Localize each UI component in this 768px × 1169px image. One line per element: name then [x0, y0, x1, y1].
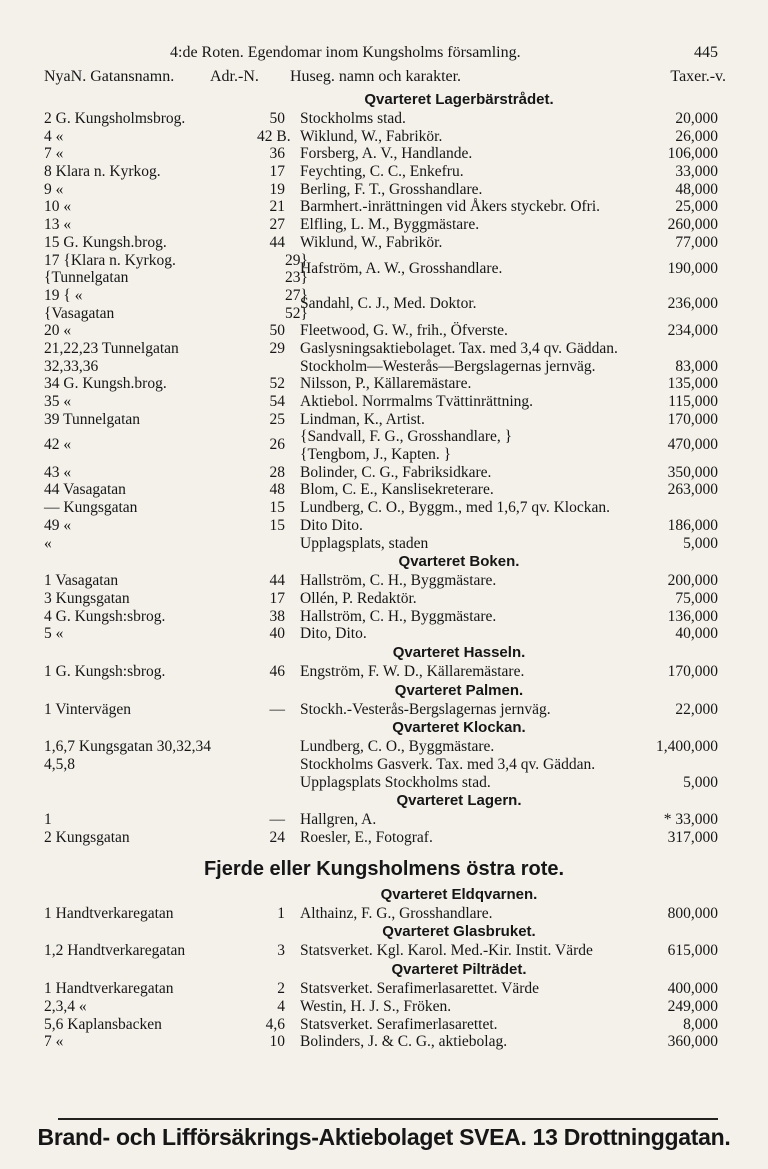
table-row: [0, 481, 768, 499]
table-row: [0, 517, 768, 535]
owner-name: Lundberg, C. O., Byggmästare.: [300, 738, 495, 756]
owner-name: Elfling, L. M., Byggmästare.: [300, 216, 480, 234]
house-number: 38: [269, 607, 285, 625]
street-address: 2,3,4 «: [44, 997, 87, 1015]
table-row: [0, 1016, 768, 1034]
tax-value: * 33,000: [663, 811, 718, 829]
tax-value: 200,000: [667, 572, 718, 590]
table-row: [0, 738, 768, 756]
owner-name: Lundberg, C. O., Byggm., med 1,6,7 qv. Klockan.: [300, 499, 610, 517]
house-number: 25: [269, 410, 285, 428]
owner-name: Bolinders, J. & C. G., aktiebolag.: [300, 1033, 508, 1051]
street-address: 2 Kungsgatan: [44, 829, 130, 847]
owner-name: Dito, Dito.: [300, 625, 367, 643]
owner-name: Engström, F. W. D., Källaremästare.: [300, 662, 525, 680]
street-address: 2 G. Kungsholmsbrog.: [44, 110, 186, 127]
house-number: —: [269, 700, 285, 718]
street-address: 1: [44, 811, 52, 829]
owner-name: Statsverket. Serafimerlasarettet.: [300, 1015, 498, 1033]
house-number: 50: [269, 322, 285, 340]
house-number: 52: [269, 375, 285, 393]
tax-value: 77,000: [675, 233, 718, 251]
tax-value: 260,000: [667, 216, 718, 234]
street-address: 34 G. Kungsh.brog.: [44, 375, 167, 393]
tax-value: 135,000: [667, 375, 718, 393]
block-title: Qvarteret Pilträdet.: [391, 961, 527, 979]
table-row: [0, 181, 768, 199]
street-address: 7 «: [44, 1033, 64, 1051]
street-address: 15 G. Kungsh.brog.: [44, 233, 167, 251]
owner-name: Aktiebol. Norrmalms Tvättinrättning.: [300, 393, 534, 411]
table-row: [0, 811, 768, 829]
street-address: 49 «: [44, 516, 72, 534]
table-row: [0, 322, 768, 340]
street-address: 4,5,8: [44, 756, 75, 774]
street-address: 1 Handtverkaregatan: [44, 980, 174, 998]
table-row: [0, 198, 768, 216]
owner-name: Nilsson, P., Källaremästare.: [300, 375, 472, 393]
house-number: 19: [269, 180, 285, 198]
street-address: 35 «: [44, 393, 72, 411]
owner-name: Wiklund, W., Fabrikör.: [300, 233, 443, 251]
tax-value: 360,000: [667, 1033, 718, 1051]
table-row: [0, 572, 768, 590]
tax-value: 20,000: [675, 110, 718, 127]
owner-name: Stockholms stad.: [300, 110, 406, 127]
table-row: [0, 340, 768, 358]
house-number: 26: [269, 436, 285, 454]
tax-value: 170,000: [667, 662, 718, 680]
owner-name: Berling, F. T., Grosshandlare.: [300, 180, 483, 198]
owner-name: Stockholms Gasverk. Tax. med 3,4 qv. Gäddan.: [300, 756, 596, 774]
house-number: 1: [277, 904, 285, 922]
tax-value: 470,000: [667, 436, 718, 454]
table-row: [0, 608, 768, 626]
tax-value: 249,000: [667, 997, 718, 1015]
tax-value: 5,000: [683, 773, 718, 791]
house-number: 2: [277, 980, 285, 998]
street-address-line2: {Tunnelgatan: [44, 269, 129, 287]
house-number: 46: [269, 662, 285, 680]
tax-value: 115,000: [668, 393, 718, 411]
tax-value: 25,000: [675, 198, 718, 216]
tax-value: 40,000: [675, 625, 718, 643]
table-row: [0, 110, 768, 128]
owner-name: Statsverket. Serafimerlasarettet. Värde: [300, 980, 540, 998]
table-row: [0, 774, 768, 792]
table-row: [0, 1033, 768, 1051]
house-number: 28: [269, 463, 285, 481]
street-address-line1: 17 {Klara n. Kyrkog.: [44, 251, 176, 269]
table-row: [0, 590, 768, 608]
house-number: 50: [269, 110, 285, 127]
house-number: 15: [269, 516, 285, 534]
house-number: 3: [277, 942, 285, 960]
street-address-line2: {Vasagatan: [44, 304, 115, 322]
street-address: 1 G. Kungsh:sbrog.: [44, 662, 166, 680]
tax-value: 234,000: [667, 322, 718, 340]
tax-value: 8,000: [683, 1015, 718, 1033]
owner-name-line2: {Tengbom, J., Kapten. }: [300, 446, 452, 464]
owner-name: Althainz, F. G., Grosshandlare.: [300, 904, 493, 922]
street-address: 1,2 Handtverkaregatan: [44, 942, 186, 960]
block-title: Qvarteret Boken.: [398, 553, 520, 571]
house-number: 27: [269, 216, 285, 234]
street-address: 32,33,36: [44, 357, 99, 375]
block-title: Qvarteret Lagern.: [396, 792, 522, 810]
house-number: 36: [269, 145, 285, 163]
street-address: 1 Vintervägen: [44, 700, 132, 718]
street-address: 5 «: [44, 625, 64, 643]
table-row: [0, 663, 768, 681]
owner-name: Forsberg, A. V., Handlande.: [300, 145, 473, 163]
street-address: 4 «: [44, 127, 64, 145]
house-number: 44: [269, 572, 285, 590]
block-title: Qvarteret Glasbruket.: [382, 923, 536, 941]
tax-value: 26,000: [675, 127, 718, 145]
street-address: 1,6,7 Kungsgatan 30,32,34: [44, 738, 212, 756]
street-address: 5,6 Kaplansbacken: [44, 1015, 162, 1033]
owner-name: Stockh.-Vesterås-Bergslagernas jernväg.: [300, 700, 551, 718]
house-number-line2: 52}: [285, 304, 308, 322]
owner-name: Fleetwood, G. W., frih., Öfverste.: [300, 322, 508, 340]
owner-name: Blom, C. E., Kanslisekreterare.: [300, 481, 494, 499]
owner-name: Hallström, C. H., Byggmästare.: [300, 572, 497, 590]
owner-name: Feychting, C. C., Enkefru.: [300, 163, 464, 181]
owner-name: Lindman, K., Artist.: [300, 410, 425, 428]
owner-name: Upplagsplats, staden: [300, 534, 429, 552]
tax-value: 75,000: [675, 589, 718, 607]
street-address: 44 Vasagatan: [44, 481, 126, 499]
owner-name: Upplagsplats Stockholms stad.: [300, 773, 491, 791]
street-address: 1 Vasagatan: [44, 572, 119, 590]
table-row: [0, 428, 768, 463]
street-address: 13 «: [44, 216, 72, 234]
tax-value: 263,000: [667, 481, 718, 499]
owner-name: Statsverket. Kgl. Karol. Med.-Kir. Instit. Värde: [300, 942, 593, 960]
house-number-line1: 27}: [285, 286, 308, 304]
house-number: 24: [269, 829, 285, 847]
house-number: 29: [269, 339, 285, 357]
column-header-tax: Taxer.-v.: [670, 68, 726, 85]
column-header-street: NyaN. Gatansnamn.: [44, 68, 175, 85]
running-header: [0, 44, 768, 66]
street-address: 9 «: [44, 180, 64, 198]
street-address: 10 «: [44, 198, 72, 216]
street-address: 3 Kungsgatan: [44, 589, 130, 607]
table-row: [0, 375, 768, 393]
tax-value: 170,000: [667, 410, 718, 428]
table-row: [0, 701, 768, 719]
table-row: [0, 287, 768, 322]
street-address: 1 Handtverkaregatan: [44, 904, 174, 922]
tax-value: 317,000: [667, 829, 718, 847]
page-number: 445: [694, 44, 718, 61]
table-row: [0, 216, 768, 234]
advert-banner: Brand- och Lifförsäkrings-Aktiebolaget SVEA. 13 Drottninggatan.: [37, 1124, 731, 1150]
tax-value: 186,000: [667, 516, 718, 534]
street-address: 43 «: [44, 463, 72, 481]
tax-value: 136,000: [667, 607, 718, 625]
street-address: 21,22,23 Tunnelgatan: [44, 339, 179, 357]
table-row: [0, 145, 768, 163]
rote-heading: Fjerde eller Kungsholmens östra rote.: [203, 857, 565, 880]
property-listing: [0, 90, 768, 1051]
street-address: 20 «: [44, 322, 72, 340]
house-number: 17: [269, 589, 285, 607]
house-number: 42 B.: [257, 127, 291, 145]
house-number: 54: [269, 393, 285, 411]
table-row: [0, 393, 768, 411]
owner-name: Stockholm—Westerås—Bergslagernas jernväg.: [300, 357, 596, 375]
block-title: Qvarteret Hasseln.: [392, 643, 526, 661]
tax-value: 190,000: [667, 259, 718, 277]
house-number: 10: [269, 1033, 285, 1051]
house-number: 44: [269, 233, 285, 251]
house-number: 4: [277, 997, 285, 1015]
owner-name: Bolinder, C. G., Fabriksidkare.: [300, 463, 492, 481]
tax-value: 800,000: [667, 904, 718, 922]
owner-name: Westin, H. J. S., Fröken.: [300, 997, 452, 1015]
tax-value: 106,000: [667, 145, 718, 163]
house-number: 15: [269, 499, 285, 517]
owner-name: Barmhert.-inrättningen vid Åkers styckebr. Ofri.: [300, 198, 601, 216]
owner-name-line1: {Sandvall, F. G., Grosshandlare, }: [300, 428, 513, 446]
block-title: Qvarteret Klockan.: [392, 719, 526, 737]
table-row: [0, 829, 768, 847]
table-row: [0, 499, 768, 517]
tax-value: 48,000: [675, 180, 718, 198]
table-row: [0, 905, 768, 923]
block-title: Qvarteret Lagerbärstrådet.: [364, 91, 554, 108]
table-row: [0, 252, 768, 287]
owner-name: Hallgren, A.: [300, 811, 377, 829]
table-row: [0, 411, 768, 429]
owner-name: Roesler, E., Fotograf.: [300, 829, 433, 847]
street-address: 7 «: [44, 145, 64, 163]
street-address: 42 «: [44, 436, 72, 454]
owner-name: Ollén, P. Redaktör.: [300, 589, 417, 607]
table-row: [0, 998, 768, 1016]
tax-value: 615,000: [667, 942, 718, 960]
street-address: 4 G. Kungsh:sbrog.: [44, 607, 166, 625]
table-row: [0, 942, 768, 960]
house-number: 40: [269, 625, 285, 643]
house-number: 17: [269, 163, 285, 181]
table-row: [0, 756, 768, 774]
table-row: [0, 234, 768, 252]
house-number: 48: [269, 481, 285, 499]
house-number-line2: 23}: [285, 269, 308, 287]
house-number: 4,6: [265, 1015, 285, 1033]
tax-value: 1,400,000: [656, 738, 718, 756]
owner-name: Dito Dito.: [300, 516, 363, 534]
owner-name: Hafström, A. W., Grosshandlare.: [300, 259, 503, 277]
house-number-line1: 29}: [285, 251, 308, 269]
owner-name: Sandahl, C. J., Med. Doktor.: [300, 294, 477, 312]
tax-value: 22,000: [675, 700, 718, 718]
tax-value: 350,000: [667, 463, 718, 481]
tax-value: 33,000: [675, 163, 718, 181]
block-title: Qvarteret Palmen.: [394, 681, 524, 699]
running-header-title: 4:de Roten. Egendomar inom Kungsholms församling.: [170, 44, 521, 61]
street-address: 8 Klara n. Kyrkog.: [44, 163, 161, 181]
table-row: [0, 128, 768, 146]
street-address-line1: 19 { «: [44, 286, 83, 304]
table-row: [0, 980, 768, 998]
table-row: [0, 358, 768, 376]
street-address: «: [44, 534, 52, 552]
table-row: [0, 464, 768, 482]
table-row: [0, 535, 768, 553]
column-header-owner: Huseg. namn och karakter.: [290, 68, 462, 85]
column-headers: [0, 68, 768, 90]
owner-name: Gaslysningsaktiebolaget. Tax. med 3,4 qv. Gäddan.: [300, 339, 618, 357]
table-row: [0, 163, 768, 181]
tax-value: 83,000: [675, 357, 718, 375]
tax-value: 400,000: [667, 980, 718, 998]
tax-value: 5,000: [683, 534, 718, 552]
street-address: — Kungsgatan: [44, 499, 138, 517]
table-row: [0, 625, 768, 643]
block-title: Qvarteret Eldqvarnen.: [380, 885, 538, 903]
house-number: 21: [269, 198, 285, 216]
street-address: 39 Tunnelgatan: [44, 410, 141, 428]
owner-name: Wiklund, W., Fabrikör.: [300, 127, 443, 145]
house-number: —: [269, 811, 285, 829]
owner-name: Hallström, C. H., Byggmästare.: [300, 607, 497, 625]
tax-value: 236,000: [667, 294, 718, 312]
column-header-adr: Adr.-N.: [210, 68, 259, 85]
advert-rule: [58, 1118, 718, 1120]
